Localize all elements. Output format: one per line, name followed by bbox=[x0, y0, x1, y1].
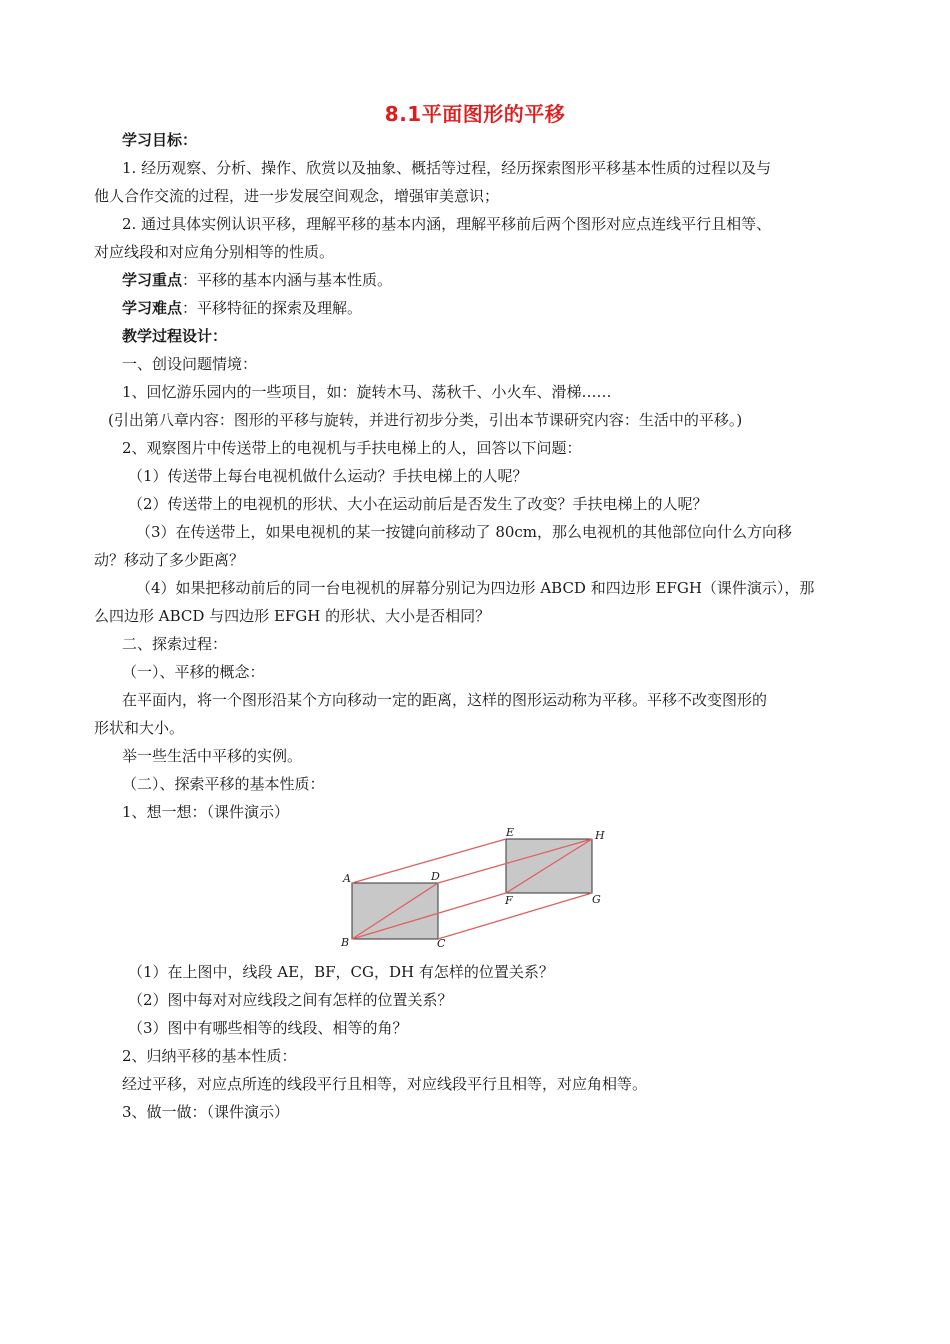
goal-2-line-1: 2. 通过具体实例认识平移，理解平移的基本内涵，理解平移前后两个图形对应点连线平行且相等、 bbox=[122, 215, 772, 233]
key-point bbox=[122, 270, 392, 290]
difficulty-label: 学习难点 bbox=[122, 299, 183, 317]
label-d: D bbox=[431, 870, 440, 883]
goals-heading: 学习目标： bbox=[122, 131, 198, 149]
label-f: F bbox=[505, 894, 513, 907]
question-1: （1）传送带上每台电视机做什么运动？手扶电梯上的人呢？ bbox=[128, 467, 528, 485]
label-c: C bbox=[437, 937, 446, 950]
section-2-title: 二、探索过程： bbox=[122, 635, 228, 653]
key-label: 学习重点 bbox=[122, 271, 183, 289]
label-g: G bbox=[592, 893, 601, 906]
label-a: A bbox=[343, 872, 351, 885]
question-4-line-2: 么四边形 ABCD 与四边形 EFGH 的形状、大小是否相同？ bbox=[94, 607, 491, 625]
section-1-item-2: 2、观察图片中传送带上的电视机与手扶电梯上的人，回答以下问题： bbox=[122, 439, 582, 457]
goal-2-line-2: 对应线段和对应角分别相等的性质。 bbox=[94, 243, 335, 261]
question-3-line-2: 动？移动了多少距离？ bbox=[94, 551, 245, 569]
part-1-title: （一）、平移的概念： bbox=[122, 663, 265, 681]
goal-1-line-1: 1. 经历观察、分析、操作、欣赏以及抽象、概括等过程，经历探索图形平移基本性质的过程以及与 bbox=[122, 159, 772, 177]
question-2: （2）传送带上的电视机的形状、大小在运动前后是否发生了改变？手扶电梯上的人呢？ bbox=[128, 495, 708, 513]
part-2-item-3: 3、做一做：（课件演示） bbox=[122, 1103, 290, 1121]
label-h: H bbox=[595, 829, 605, 842]
part-2-item-2: 2、归纳平移的基本性质： bbox=[122, 1047, 297, 1065]
process-heading: 教学过程设计： bbox=[122, 327, 228, 345]
label-e: E bbox=[506, 826, 515, 839]
part-1-line-2: 形状和大小。 bbox=[94, 719, 185, 737]
difficulty-text: ：平移特征的探索及理解。 bbox=[182, 299, 363, 317]
question-3-line-1: （3）在传送带上，如果电视机的某一按键向前移动了 80cm，那么电视机的其他部位向什么方向移 bbox=[136, 523, 793, 541]
diagram-question-2: （2）图中每对对应线段之间有怎样的位置关系？ bbox=[128, 991, 453, 1009]
difficulty-point bbox=[122, 298, 362, 318]
section-1-note: (引出第八章内容：图形的平移与旋转，并进行初步分类，引出本节课研究内容：生活中的平移。) bbox=[108, 411, 743, 429]
part-2-item-1: 1、想一想：（课件演示） bbox=[122, 803, 290, 821]
translation-property: 经过平移，对应点所连的线段平行且相等，对应线段平行且相等，对应角相等。 bbox=[122, 1075, 648, 1093]
label-b: B bbox=[341, 936, 350, 949]
part-1-line-1: 在平面内，将一个图形沿某个方向移动一定的距离，这样的图形运动称为平移。平移不改变图形的 bbox=[122, 691, 768, 709]
goal-1-line-2: 他人合作交流的过程，进一步发展空间观念，增强审美意识； bbox=[94, 187, 500, 205]
page-title: 8.1平面图形的平移 bbox=[384, 102, 566, 126]
translation-diagram bbox=[335, 822, 615, 950]
section-1-item-1: 1、回忆游乐园内的一些项目，如：旋转木马、荡秋千、小火车、滑梯…… bbox=[122, 383, 612, 401]
part-1-examples: 举一些生活中平移的实例。 bbox=[122, 747, 303, 765]
question-4-line-1: （4）如果把移动前后的同一台电视机的屏幕分别记为四边形 ABCD 和四边形 EFGH（课件演示），那 bbox=[136, 579, 815, 597]
key-text: ：平移的基本内涵与基本性质。 bbox=[182, 271, 393, 289]
part-2-title: （二）、探索平移的基本性质： bbox=[122, 775, 325, 793]
diagram-question-3: （3）图中有哪些相等的线段、相等的角？ bbox=[128, 1019, 408, 1037]
diagram-question-1: （1）在上图中，线段 AE，BF，CG，DH 有怎样的位置关系？ bbox=[128, 963, 554, 981]
segment-cg bbox=[438, 893, 592, 939]
segment-ae bbox=[352, 839, 506, 883]
section-1-title: 一、创设问题情境： bbox=[122, 355, 258, 373]
